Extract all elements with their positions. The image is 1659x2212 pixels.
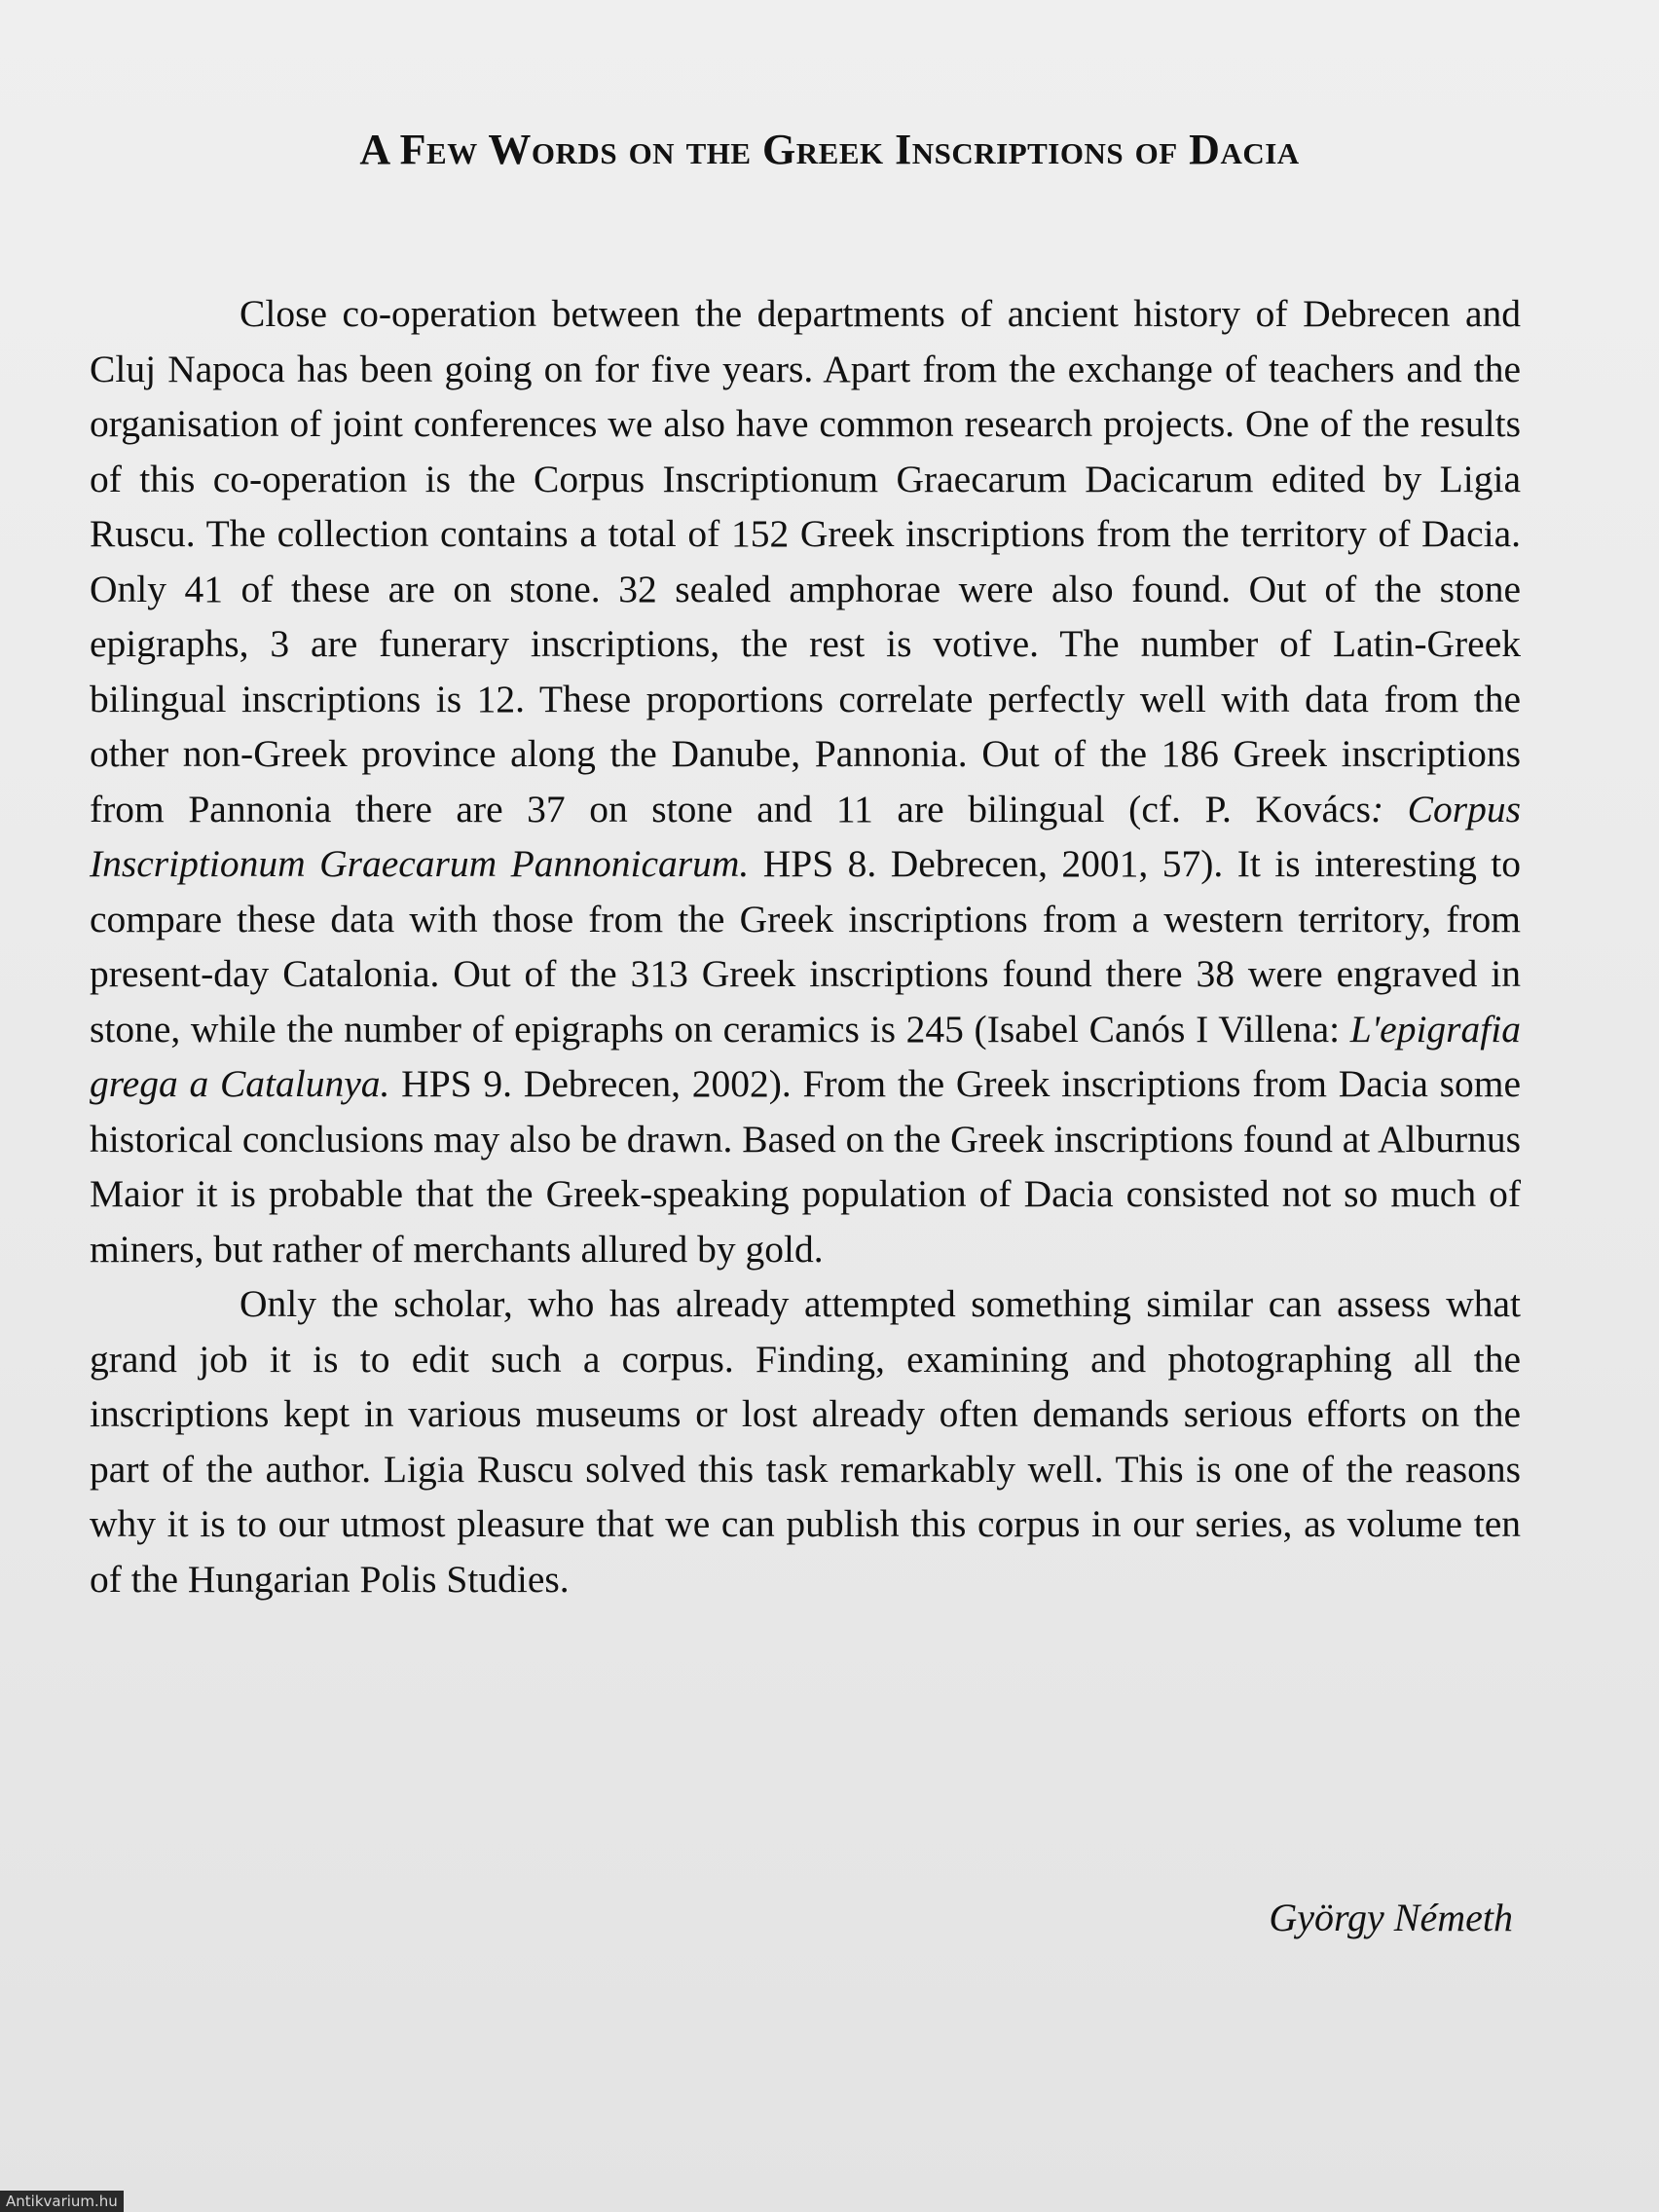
paragraph-closing: Only the scholar, who has already attempted something similar can assess what grand job it is to edit such a corpus. Finding, examining and photographing all the inscriptions kept in various museums or lost already often demands serious efforts on the part of the author. Ligia Ruscu solved this task remarkably well. This is one of the reasons why it is to our utmost pleasure that we can publish this corpus in our series, as volume ten of the Hungarian Polis Studies. [90,1282,1521,1601]
body-text [90,286,1521,1606]
paragraph-intro-text-1: Close co-operation between the departments of ancient history of Debrecen and Cluj Napoca has been going on for five years. Apart from the exchange of teachers and the organisation of joint conferences we also have common research projects. One of the results of this co-operation is the Corpus Inscriptionum Graecarum Dacicarum edited by Ligia Ruscu. The collection contains a total of 152 Greek inscriptions from the territory of Dacia. Only 41 of these are on stone. 32 sealed amphorae were also found. Out of the stone epigraphs, 3 are funerary inscriptions, the rest is votive. The number of Latin-Greek bilingual inscriptions is 12. These proportions correlate perfectly well with data from the other non-Greek province along the Danube, Pannonia. Out of the 186 Greek inscriptions from Pannonia there are 37 on stone and 11 are bilingual (cf. P. Kovács [90,292,1521,830]
citation-title-catalunya: L'epigrafia grega a Catalunya. [90,1007,1521,1105]
paragraph-intro [90,286,1521,1276]
citation-title-pannonicarum: : Corpus Inscriptionum Graecarum Pannonicarum. [90,787,1521,885]
paragraph-intro-text-3: HPS 9. Debrecen, 2002). From the Greek inscriptions from Dacia some historical conclusions may also be drawn. Based on the Greek inscriptions found at Alburnus Maior it is probable that the Greek-speaking population of Dacia consisted not so much of miners, but rather of merchants allured by gold. [90,1062,1522,1271]
paragraph-intro-text-2: HPS 8. Debrecen, 2001, 57). It is interesting to compare these data with those from the Greek inscriptions from a western territory, from present-day Catalonia. Out of the 313 Greek inscriptions found there 38 were engraved in stone, while the number of epigraphs on ceramics is 245 (Isabel Canós I Villena: [90,842,1521,1051]
watermark: Antikvarium.hu [0,2191,124,2212]
author-signature: György Németh [1269,1896,1513,1939]
page-title: A Few Words on the Greek Inscriptions of Dacia [359,126,1300,173]
